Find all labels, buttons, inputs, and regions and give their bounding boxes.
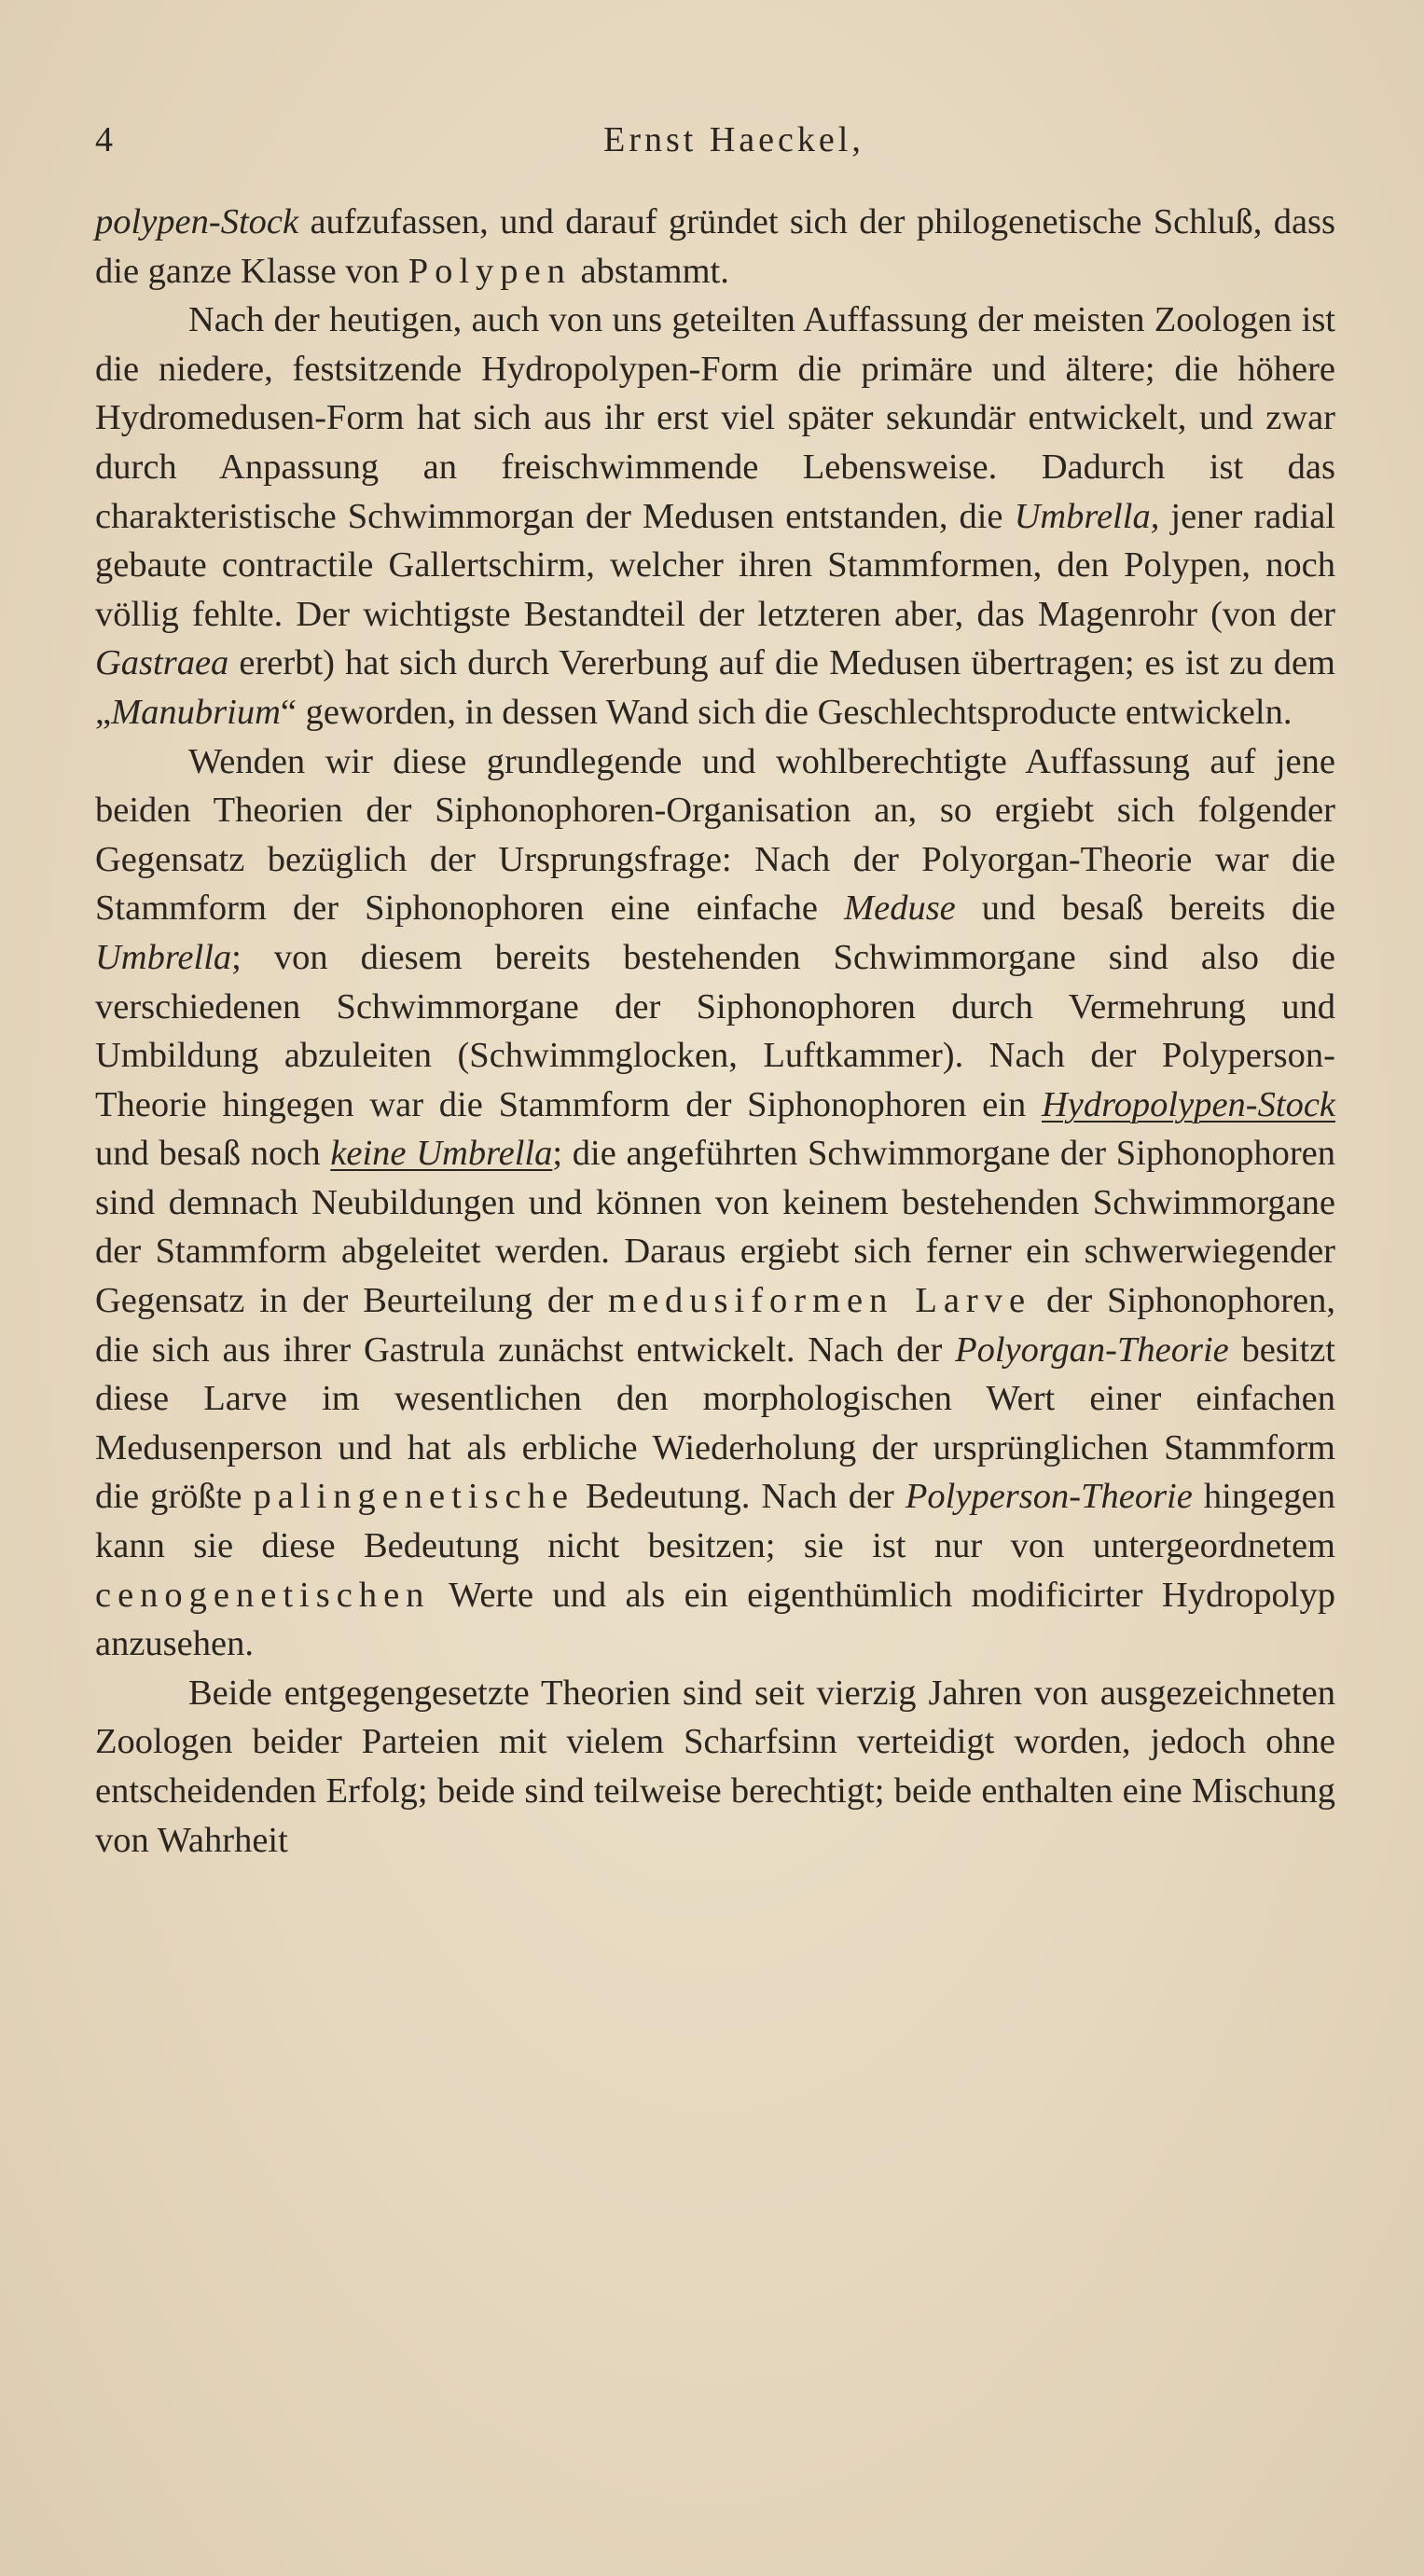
text-run: Werte und als ein eigenthümlich modificirter Hydropolyp anzusehen. [95,1575,1335,1664]
body-text [95,198,1335,1865]
text-run: Bedeutung. Nach der [574,1477,906,1517]
text-run-italic: Polyperson-Theorie [905,1477,1193,1517]
paragraph [95,296,1335,737]
text-run-italic: polypen-Stock [95,202,299,241]
text-run: und besaß noch [95,1134,331,1174]
text-run-italic-underlined: Hydropolypen-Stock [1041,1084,1335,1124]
text-run-italic: Umbrella [95,937,232,977]
text-run-italic: Manubrium [111,692,281,732]
text-run: ererbt) hat sich durch Vererbung auf die Medusen übertragen; es ist zu dem „ [95,643,1335,732]
paragraph [95,198,1335,296]
paragraph [95,737,1335,1669]
text-run: Beide entgegengesetzte Theorien sind seit vierzig Jahren von ausgezeichneten Zoologen beider Parteien mit vielem Scharfsinn verteidigt worden, jedoch ohne entscheidenden Erfolg; beide sind teilweise berechtigt; beide enthalten eine Mischung von Wahrheit [95,1673,1335,1860]
text-run: und besaß bereits die [955,889,1335,929]
page-header [95,119,1335,175]
text-run-spaced: palingenetische [253,1477,574,1517]
text-run: hingegen kann sie diese Bedeutung nicht besitzen; sie ist nur von untergeordnetem [95,1477,1336,1566]
page-number: 4 [95,120,113,159]
text-run-italic: Meduse [844,889,956,929]
text-run-italic: Umbrella, [1014,496,1160,536]
text-run-spaced: Polypen [408,251,572,291]
text-run: ; von diesem bereits bestehenden Schwimmorgane sind also die verschiedenen Schwimmorgane der Siphonophoren durch Vermehrung und Umbildung abzuleiten (Schwimmglocken, Luftkammer). Nach der Polyperson-Theorie hingegen war die Stammform der Siphonophoren ein [95,937,1335,1124]
text-run: Wenden wir diese grundlegende und wohlberechtigte Auffassung auf jene beiden Theorien der Siphonophoren-Organisation an, so ergiebt sich folgender Gegensatz bezüglich der Ursprungsfrage: Nach der Polyorgan-Theorie war die Stammform der Siphonophoren eine einfache [95,741,1335,929]
text-run: besitzt diese Larve im wesentlichen den morphologischen Wert einer einfachen Medusenperson und hat als erbliche Wiederholung der ursprünglichen Stammform die größte [95,1329,1335,1517]
text-run: abstammt. [571,251,729,291]
text-run-italic: Polyorgan-Theorie [955,1329,1229,1370]
paragraph [95,1669,1335,1865]
text-run: Nach der heutigen, auch von uns geteilten Auffassung der meisten Zoologen ist die niedere, festsitzende Hydropolypen-Form die primäre und ältere; die höhere Hydromedusen-Form hat sich aus ihr erst viel später sekundär entwickelt, und zwar durch Anpassung an freischwimmende Lebensweise. Dadurch ist das charakteristische Schwimmorgan der Medusen entstanden, die [95,300,1335,536]
text-run-spaced: cenogenetischen [95,1575,431,1615]
text-run: ; die angeführten Schwimmorgane der Siphonophoren sind demnach Neubildungen und können von keinem bestehenden Schwimmorgane der Stammform abgeleitet werden. Daraus ergiebt sich ferner ein schwerwiegender Gegensatz in der Beurteilung der [95,1134,1335,1321]
text-run: aufzufassen, und darauf gründet sich der philogenetische Schluß, dass die ganze Klasse von [95,202,1335,291]
text-run-italic-underlined: keine Umbrella [330,1134,553,1174]
book-page [95,119,1335,1865]
text-run-spaced: medusiformen Larve [608,1281,1032,1321]
text-run-italic: Gastraea [95,643,229,683]
text-run: der Siphonophoren, die sich aus ihrer Gastrula zunächst entwickelt. Nach der [95,1281,1335,1370]
running-head: Ernst Haeckel, [603,120,864,159]
text-run: “ geworden, in dessen Wand sich die Geschlechtsproducte entwickeln. [280,692,1293,732]
text-run: jener radial gebaute contractile Gallertschirm, welcher ihren Stammformen, den Polypen, noch völlig fehlte. Der wichtigste Bestandteil der letzteren aber, das Magenrohr (von der [95,496,1335,634]
